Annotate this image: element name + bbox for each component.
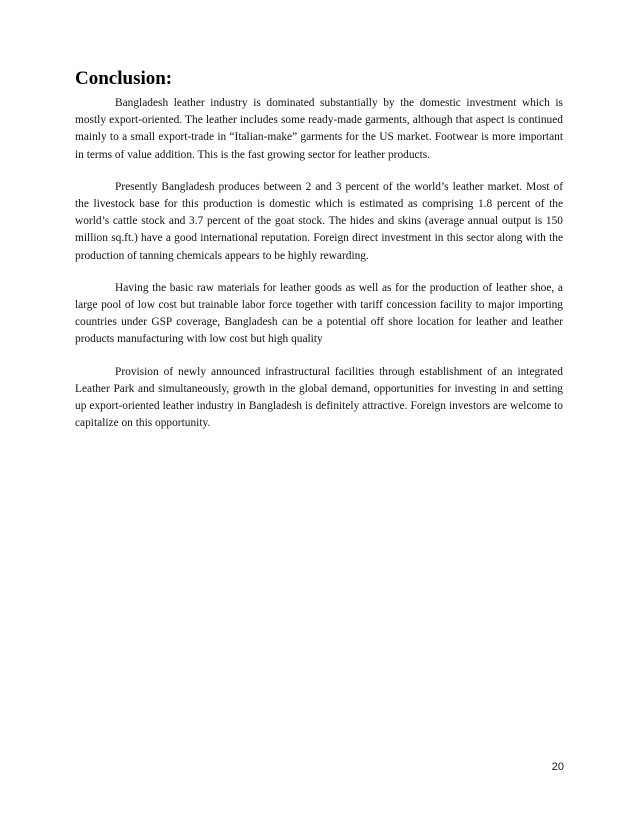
paragraph-offshore-potential: Having the basic raw materials for leather goods as well as for the production of leather shoe, a large pool of low cost but trainable labor force together with tariff concession facility to major importing countries under GSP coverage, Bangladesh can be a potential off shore location for leather and leather products manufacturing with low cost but high quality: [75, 281, 563, 346]
section-heading: Conclusion:: [75, 68, 173, 89]
paragraph-investment-opportunity: Provision of newly announced infrastructural facilities through establishment of an integrated Leather Park and simultaneously, growth in the global demand, opportunities for investing in and setting up export-oriented leather industry in Bangladesh is definitely attractive. Foreign investors are welcome to capitalize on this opportunity.: [75, 365, 563, 430]
page-content: [75, 68, 563, 447]
page-number: 20: [551, 761, 564, 773]
paragraph-industry-overview: Bangladesh leather industry is dominated substantially by the domestic investment which is mostly export-oriented. The leather includes some ready-made garments, although that aspect is continued mainly to a small export-trade in “Italian-make” garments for the US market. Footwear is more important in terms of value addition. This is the fast growing sector for leather products.: [75, 97, 563, 161]
paragraph-market-share: Presently Bangladesh produces between 2 and 3 percent of the world’s leather market. Most of the livestock base for this production is domestic which is estimated as comprising 1.8 percent of the world’s cattle stock and 3.7 percent of the goat stock. The hides and skins (average annual output is 150 million sq.ft.) have a good international reputation. Foreign direct investment in this sector along with the production of tanning chemicals appears to be highly rewarding.: [75, 180, 563, 262]
